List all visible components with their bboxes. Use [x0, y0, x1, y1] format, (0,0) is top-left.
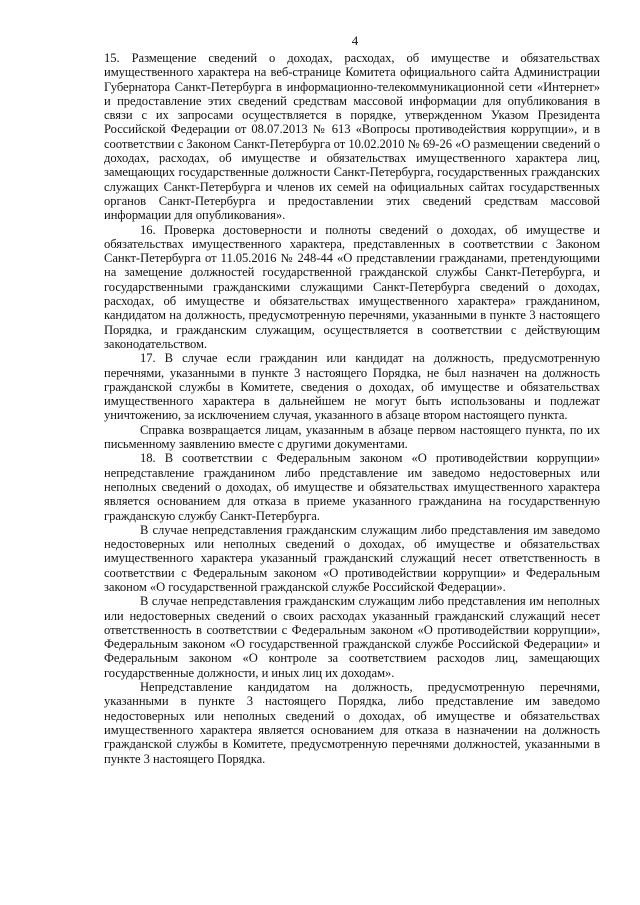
paragraph-16: 16. Проверка достоверности и полноты сведений о доходах, об имуществе и обязательствах имущественного характера, представленных в соответствии с Законом Санкт-Петербурга от 11.05.2016 № 248-44 «О представлении гражданами, претендующими на замещение должностей государственной гражданской службы Санкт-Петербурга, и государственными гражданскими служащими Санкт-Петербурга сведений о доходах, расходах, об имуществе и обязательствах имущественного характера» гражданином, кандидатом на должность, предусмотренную перечнями, указанными в пункте 3 настоящего Порядка, и гражданским служащим, осуществляется в соответствии с действующим законодательством. [104, 222, 600, 351]
paragraph-18-candidate: Непредставление кандидатом на должность, предусмотренную перечнями, указанными в пункте 3 настоящего Порядка, либо представление им заведомо недостоверных или неполных сведений о доходах, об имуществе и обязательствах имущественного характера является основанием для отказа в назначении на должность гражданской службы в Комитете, предусмотренную перечнями должностей, указанными в пункте 3 настоящего Порядка. [104, 680, 600, 766]
paragraph-18: 18. В соответствии с Федеральным законом «О противодействии коррупции» непредставление гражданином либо представление им заведомо недостоверных или неполных сведений о доходах, об имуществе и обязательствах имущественного характера является основанием для отказа в приеме указанного гражданина на государственную гражданскую службу Санкт-Петербурга. [104, 451, 600, 523]
paragraph-18-civil-servant: В случае непредставления гражданским служащим либо представления им заведомо недостоверных или неполных сведений о доходах, об имуществе и обязательствах имущественного характера указанный гражданский служащий несет ответственность в соответствии с Федеральным законом «О противодействии коррупции» и Федеральным законом «О государственной гражданской службе Российской Федерации». [104, 522, 600, 594]
paragraph-17-note: Справка возвращается лицам, указанным в абзаце первом настоящего пункта, по их письменному заявлению вместе с другими документами. [104, 422, 600, 452]
paragraph-15: 15. Размещение сведений о доходах, расходах, об имуществе и обязательствах имущественного характера на веб-странице Комитета официального сайта Администрации Губернатора Санкт-Петербурга в информационно-телекоммуникационной сети «Интернет» и предоставление этих сведений средствам массовой информации для опубликования в связи с их запросами осуществляется в порядке, утвержденном Указом Президента Российской Федерации от 08.07.2013 № 613 «Вопросы противодействия коррупции», и в соответствии с Законом Санкт-Петербурга от 10.02.2010 № 69-26 «О размещении сведений о доходах, расходах, об имуществе и обязательствах имущественного характера лиц, замещающих государственные должности Санкт-Петербурга, государственных гражданских служащих Санкт-Петербурга и членов их семей на официальных сайтах государственных органов Санкт-Петербурга и предоставлении этих сведений средствам массовой информации для опубликования». [104, 51, 600, 223]
paragraph-18-expenses: В случае непредставления гражданским служащим либо представления им неполных или недостоверных сведений о своих расходах указанный гражданский служащий несет ответственность в соответствии с Федеральным законом «О противодействии коррупции», Федеральным законом «О государственной гражданской службе Российской Федерации» и Федеральным законом «О контроле за соответствием расходов лиц, замещающих государственные должности, и иных лиц их доходам». [104, 594, 600, 680]
paragraph-17: 17. В случае если гражданин или кандидат на должность, предусмотренную перечнями, указанными в пункте 3 настоящего Порядка, не был назначен на должность гражданской службы в Комитете, сведения о доходах, об имуществе и обязательствах имущественного характера в дальнейшем не могут быть использованы и подлежат уничтожению, за исключением случая, указанного в абзаце втором настоящего пункта. [104, 351, 600, 423]
page-number: 4 [351, 33, 359, 48]
